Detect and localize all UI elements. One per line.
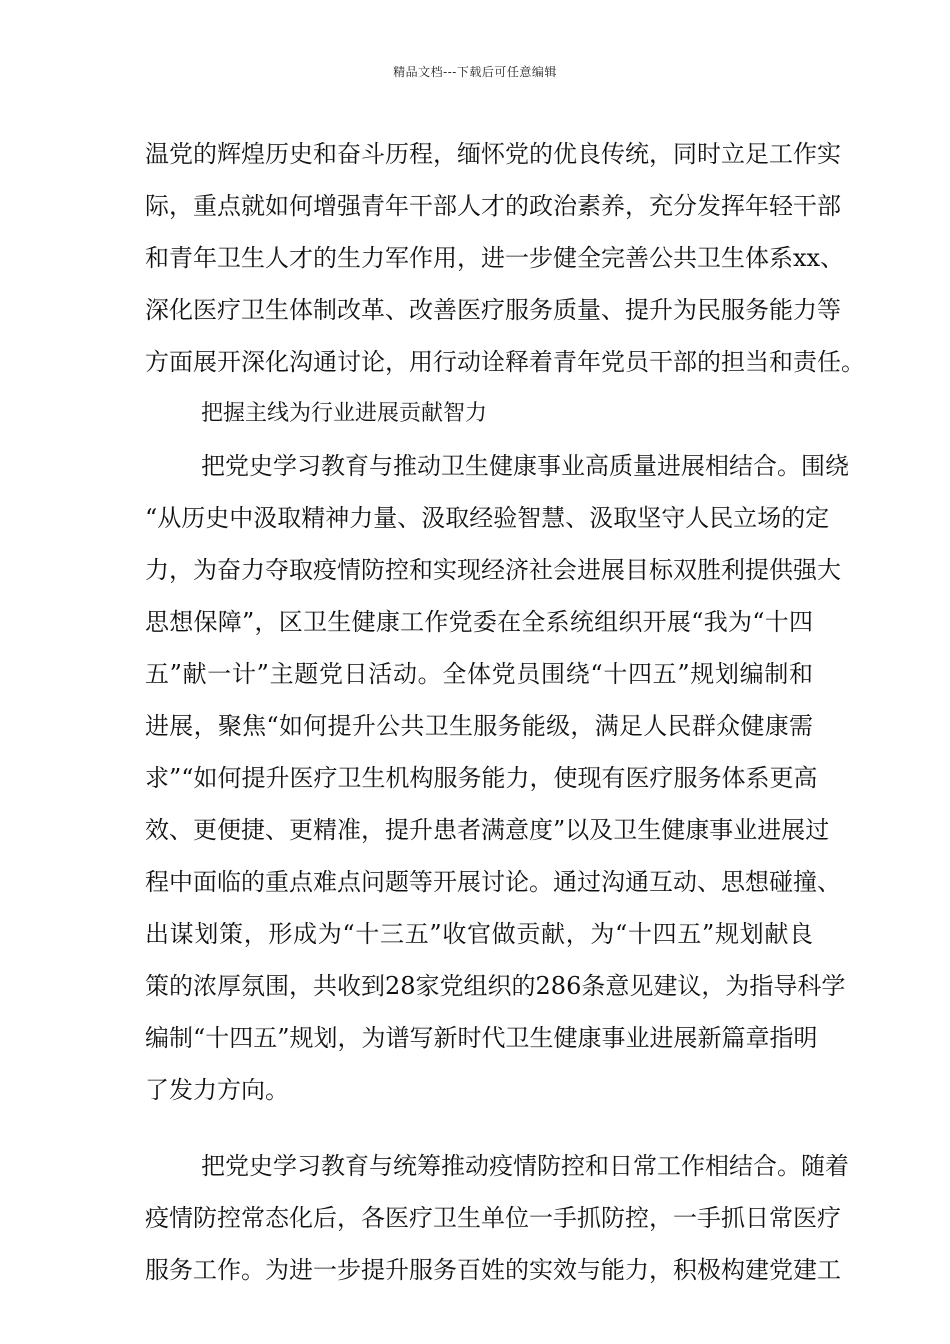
paragraph-line: 编制“十四五”规划，为谱写新时代卫生健康事业进展新篇章指明 bbox=[145, 1024, 818, 1052]
paragraph-3 bbox=[145, 1140, 849, 1296]
paragraph-line: 和青年卫生人才的生力军作用，进一步健全完善公共卫生体系xx、 bbox=[145, 244, 845, 272]
paragraph-line: 把党史学习教育与推动卫生健康事业高质量进展相结合。围绕 bbox=[201, 452, 849, 480]
section-heading: 把握主线为行业进展贡献智力 bbox=[201, 401, 488, 426]
paragraph-line: 进展，聚焦“如何提升公共卫生服务能级，满足人民群众健康需 bbox=[145, 712, 813, 740]
paragraph-line: 疫情防控常态化后，各医疗卫生单位一手抓防控，一手抓日常医疗 bbox=[145, 1204, 841, 1232]
paragraph-line: 求”“如何提升医疗卫生机构服务能力，使现有医疗服务体系更高 bbox=[145, 764, 818, 792]
paragraph-line: 把党史学习教育与统筹推动疫情防控和日常工作相结合。随着 bbox=[201, 1152, 849, 1180]
paragraph-line: 了发力方向。 bbox=[145, 1076, 289, 1104]
paragraph-line: 五”献一计”主题党日活动。全体党员围绕“十四五”规划编制和 bbox=[145, 660, 813, 688]
paragraph-2 bbox=[145, 440, 849, 1116]
page-header: 精品文档---下载后可任意编辑 bbox=[393, 65, 557, 79]
paragraph-spacer bbox=[145, 1116, 813, 1140]
paragraph-line: 际，重点就如何增强青年干部人才的政治素养，充分发挥年轻干部 bbox=[145, 192, 841, 220]
paragraph-1 bbox=[145, 128, 865, 388]
paragraph-line: 策的浓厚氛围，共收到28家党组织的286条意见建议，为指导科学 bbox=[145, 972, 846, 1000]
paragraph-line: 思想保障”，区卫生健康工作党委在全系统组织开展“我为“十四 bbox=[145, 608, 813, 636]
paragraph-line: 服务工作。为进一步提升服务百姓的实效与能力，积极构建党建工 bbox=[145, 1256, 841, 1284]
paragraph-line: 出谋划策，形成为“十三五”收官做贡献，为“十四五”规划献良 bbox=[145, 920, 813, 948]
paragraph-line: 方面展开深化沟通讨论，用行动诠释着青年党员干部的担当和责任。 bbox=[145, 348, 865, 376]
paragraph-line: 温党的辉煌历史和奋斗历程，缅怀党的优良传统，同时立足工作实 bbox=[145, 140, 841, 168]
paragraph-line: 效、更便捷、更精准，提升患者满意度”以及卫生健康事业进展过 bbox=[145, 816, 830, 844]
paragraph-line: 深化医疗卫生体制改革、改善医疗服务质量、提升为民服务能力等 bbox=[145, 296, 841, 324]
paragraph-line: 力，为奋力夺取疫情防控和实现经济社会进展目标双胜利提供强大 bbox=[145, 556, 841, 584]
document-body bbox=[145, 128, 865, 1296]
paragraph-line: “从历史中汲取精神力量、汲取经验智慧、汲取坚守人民立场的定 bbox=[145, 504, 830, 532]
paragraph-line: 程中面临的重点难点问题等开展讨论。通过沟通互动、思想碰撞、 bbox=[145, 868, 841, 896]
